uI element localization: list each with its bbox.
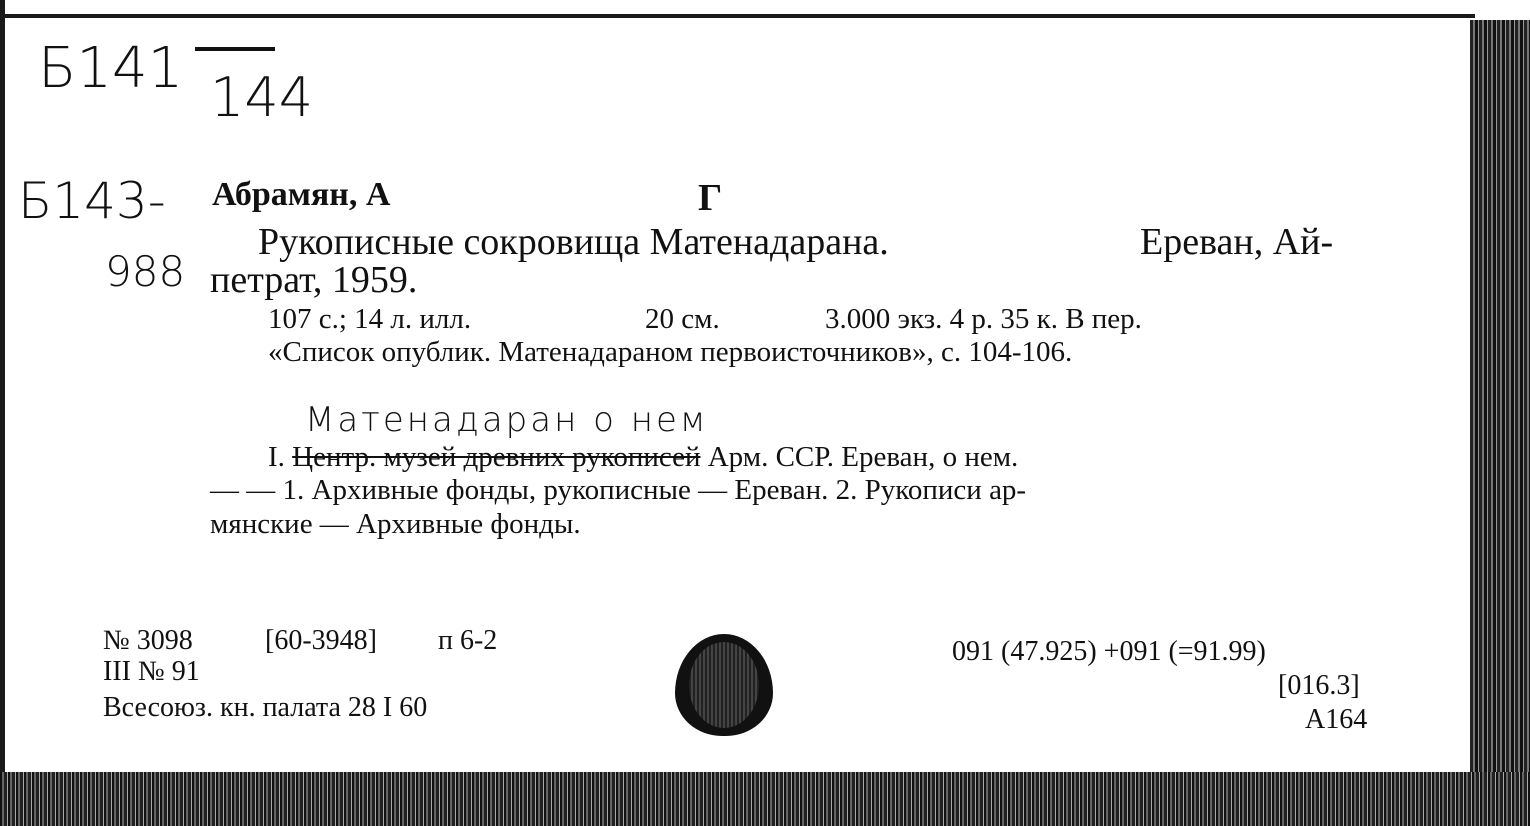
physical-description: 107 с.; 14 л. илл. (268, 303, 472, 335)
card-left-edge (0, 0, 5, 826)
series-number: III № 91 (103, 656, 200, 687)
punch-hole-texture (689, 642, 759, 728)
copies-price: 3.000 экз. 4 р. 35 к. В пер. (825, 303, 1142, 335)
punch-hole (675, 634, 773, 736)
author-index: А164 (1305, 704, 1368, 735)
author-initial: Г (698, 177, 723, 219)
bibliography-note: «Список опублик. Матенадараном первоисточников», с. 104-106. (268, 336, 1073, 368)
struck-subject: Центр. музей древних рукописей (292, 441, 701, 473)
book-title: Рукописные сокровища Матенадарана. (258, 221, 889, 263)
author-name: Абрамян, А (212, 176, 391, 213)
publisher-year: петрат, 1959. (210, 259, 418, 301)
card-number: № 3098 (103, 625, 193, 656)
handwritten-call-number: Б141 (38, 36, 184, 101)
handwritten-margin-number-2: 988 (105, 247, 186, 296)
handwritten-overline (195, 47, 275, 51)
handwritten-annotation: Матенадаран о нем (305, 400, 709, 440)
subject-line-1 (268, 441, 1018, 474)
subject-location: Арм. ССР. Ереван, о нем. (707, 441, 1019, 473)
publication-place: Ереван, Ай- (1140, 221, 1334, 263)
handwritten-margin-number: Б143- (18, 172, 166, 230)
book-size: 20 см. (645, 303, 720, 335)
subject-line-2: — — 1. Архивные фонды, рукописные — Ереван. 2. Рукописи ар- (210, 474, 1027, 506)
card-bracket-code: [60-3948] (265, 625, 377, 656)
subject-number: I. (268, 441, 285, 473)
card-right-edge (1470, 20, 1530, 826)
handwritten-call-number-alt: 144 (210, 66, 314, 129)
udc-code: [016.3] (1278, 670, 1360, 701)
subject-line-3: мянские — Архивные фонды. (210, 508, 581, 540)
card-bottom-edge (0, 772, 1530, 826)
card-top-edge (0, 14, 1475, 18)
card-code: п 6-2 (438, 625, 498, 656)
book-chamber: Всесоюз. кн. палата 28 I 60 (103, 692, 428, 723)
classification-code: 091 (47.925) +091 (=91.99) (952, 636, 1266, 667)
